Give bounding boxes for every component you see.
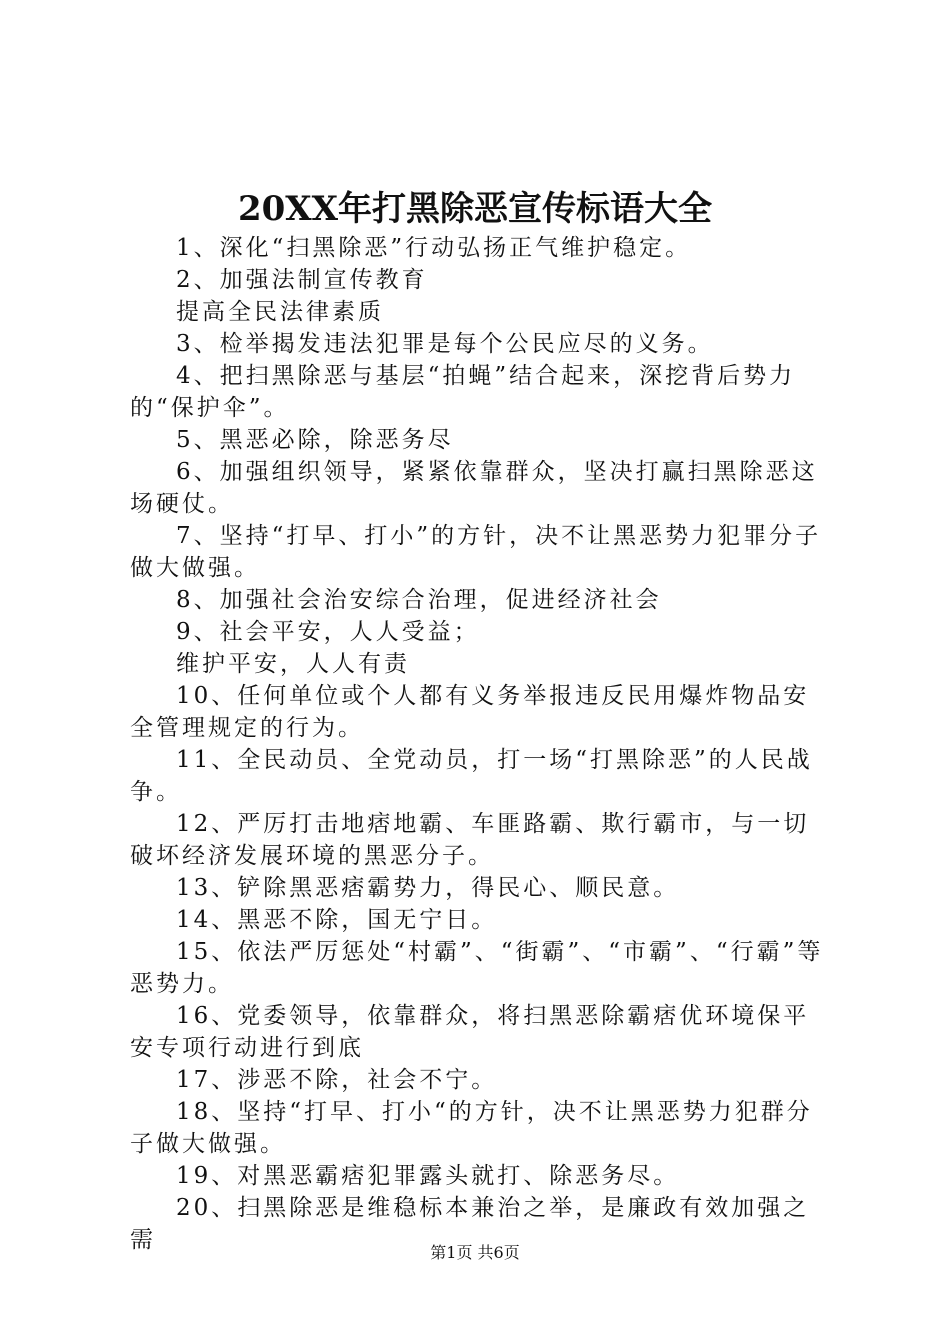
paragraph: 18、坚持“打早、打小“的方针，决不让黑恶势力犯群分子做大做强。 (130, 1099, 813, 1157)
paragraph: 2、加强法制宣传教育 (176, 267, 428, 293)
paragraph: 7、坚持“打早、打小”的方针，决不让黑恶势力犯罪分子做大做强。 (130, 523, 822, 581)
paragraph: 10、任何单位或个人都有义务举报违反民用爆炸物品安全管理规定的行为。 (130, 683, 810, 741)
paragraph: 12、严厉打击地痞地霸、车匪路霸、欺行霸市，与一切破坏经济发展环境的黑恶分子。 (130, 811, 810, 869)
paragraph: 15、依法严厉惩处“村霸”、“街霸”、“市霸”、“行霸”等恶势力。 (130, 939, 824, 997)
paragraph: 9、社会平安，人人受益； (176, 619, 480, 645)
document-title: 20XX年打黑除恶宣传标语大全 (237, 189, 713, 229)
paragraph: 17、涉恶不除，社会不宁。 (176, 1067, 498, 1093)
paragraph: 4、把扫黑除恶与基层“拍蝇”结合起来，深挖背后势力的“保护伞”。 (130, 363, 796, 421)
page-footer: 第1页 共6页 (430, 1243, 520, 1262)
paragraph: 19、对黑恶霸痞犯罪露头就打、除恶务尽。 (176, 1163, 680, 1189)
paragraph: 3、检举揭发违法犯罪是每个公民应尽的义务。 (176, 331, 714, 357)
paragraph: 5、黑恶必除，除恶务尽 (176, 427, 454, 453)
paragraph: 16、党委领导，依靠群众，将扫黑恶除霸痞优环境保平安专项行动进行到底 (130, 1003, 810, 1061)
paragraph: 1、深化“扫黑除恶”行动弘扬正气维护稳定。 (176, 235, 692, 261)
paragraph: 8、加强社会治安综合治理，促进经济社会 (176, 587, 662, 613)
paragraph: 6、加强组织领导，紧紧依靠群众，坚决打赢扫黑除恶这场硬仗。 (130, 459, 818, 517)
paragraph: 维护平安，人人有责 (176, 651, 410, 677)
paragraph: 14、黑恶不除，国无宁日。 (176, 907, 498, 933)
document-body (130, 232, 830, 1256)
paragraph: 提高全民法律素质 (176, 299, 384, 325)
paragraph: 20、扫黑除恶是维稳标本兼治之举，是廉政有效加强之需 (130, 1195, 810, 1253)
paragraph: 11、全民动员、全党动员，打一场“打黑除恶”的人民战争。 (130, 747, 813, 805)
paragraph: 13、铲除黑恶痞霸势力，得民心、顺民意。 (176, 875, 680, 901)
